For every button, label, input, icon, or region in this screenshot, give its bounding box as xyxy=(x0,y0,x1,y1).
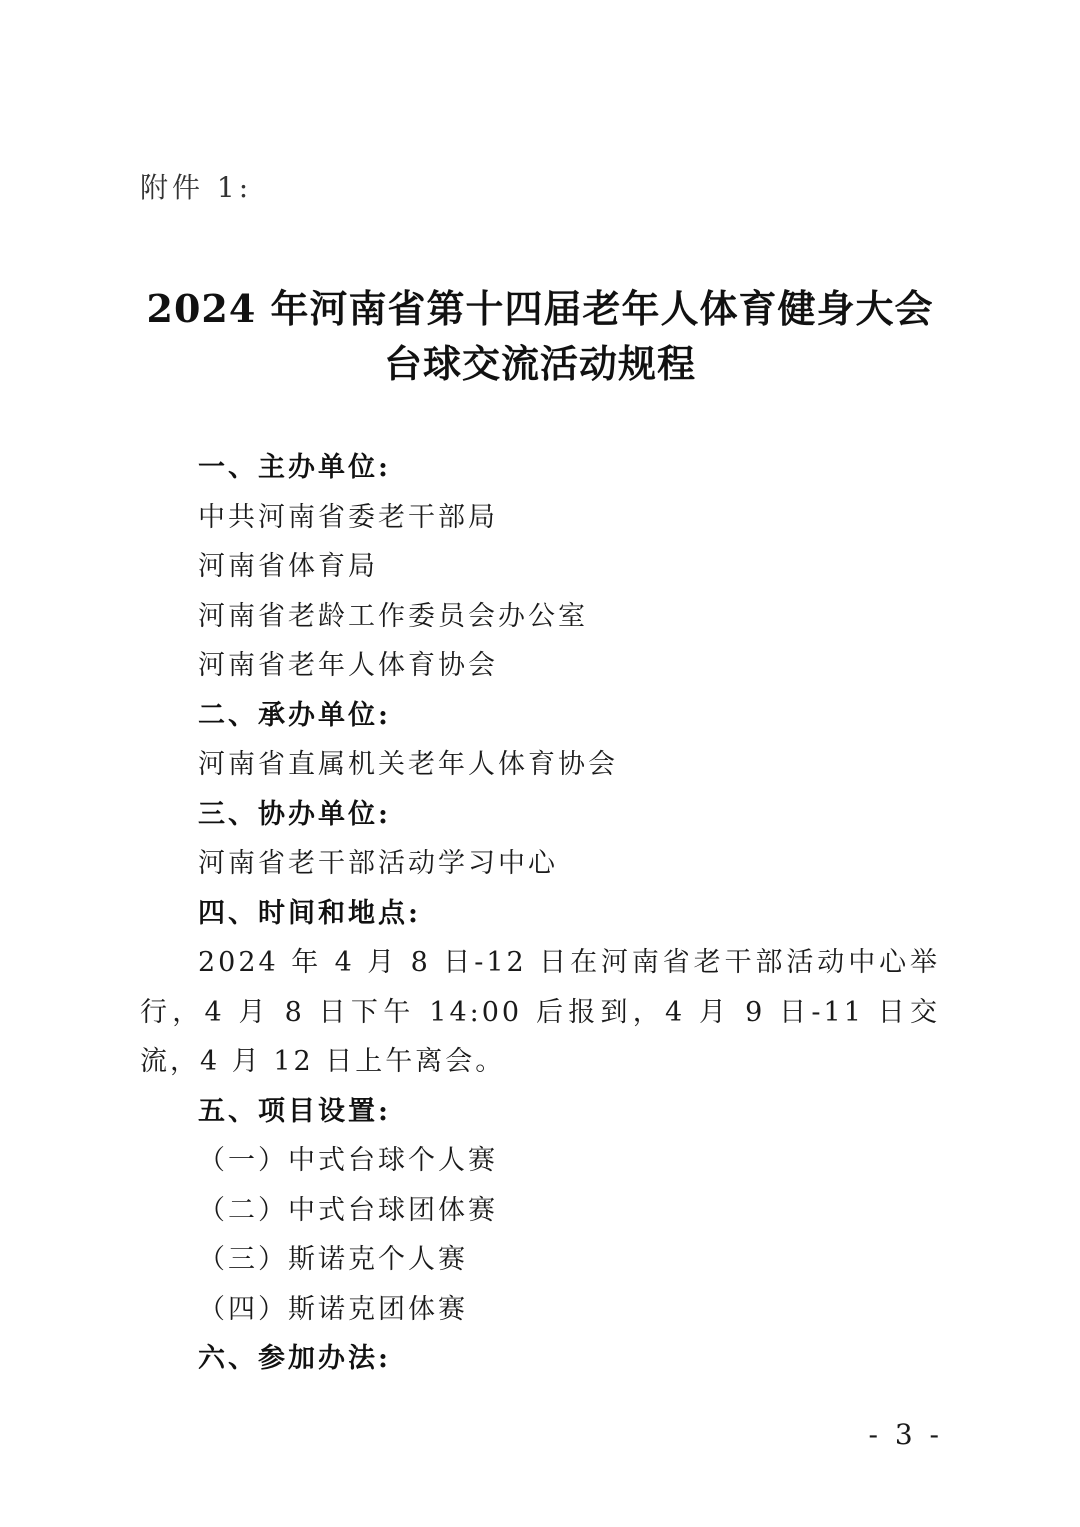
attachment-label: 附件 1: xyxy=(140,171,253,204)
time-place-paragraph: 2024 年 4 月 8 日-12 日在河南省老干部活动中心举行，4 月 8 日下午 14:00 后报到，4 月 9 日-11 日交流，4 月 12 日上午离会。 xyxy=(140,947,940,1077)
document-body xyxy=(140,443,940,1384)
organizer-item: 中共河南省委老干部局 xyxy=(198,501,498,533)
section-heading-participation: 六、参加办法: xyxy=(198,1343,391,1374)
event-item: （二）中式台球团体赛 xyxy=(198,1194,498,1226)
event-item: （一）中式台球个人赛 xyxy=(198,1145,498,1176)
document-title-line-1: 2024 年河南省第十四届老年人体育健身大会 xyxy=(146,286,934,331)
section-heading-time-place: 四、时间和地点: xyxy=(198,897,421,929)
page-number: - 3 - xyxy=(868,1418,943,1451)
section-heading-co-organizer: 三、协办单位: xyxy=(198,798,391,830)
organizer-item: 河南省体育局 xyxy=(198,551,378,582)
section-heading-host: 二、承办单位: xyxy=(198,699,391,731)
event-item: （四）斯诺克团体赛 xyxy=(198,1293,468,1325)
document-title-line-2: 台球交流活动规程 xyxy=(383,341,696,386)
organizer-item: 河南省老龄工作委员会办公室 xyxy=(198,600,588,632)
organizer-item: 河南省老年人体育协会 xyxy=(198,650,498,681)
section-heading-events: 五、项目设置: xyxy=(198,1095,391,1127)
co-organizer-item: 河南省老干部活动学习中心 xyxy=(198,848,558,879)
host-item: 河南省直属机关老年人体育协会 xyxy=(198,749,618,780)
event-item: （三）斯诺克个人赛 xyxy=(198,1244,468,1275)
section-heading-organizers: 一、主办单位: xyxy=(198,452,391,483)
